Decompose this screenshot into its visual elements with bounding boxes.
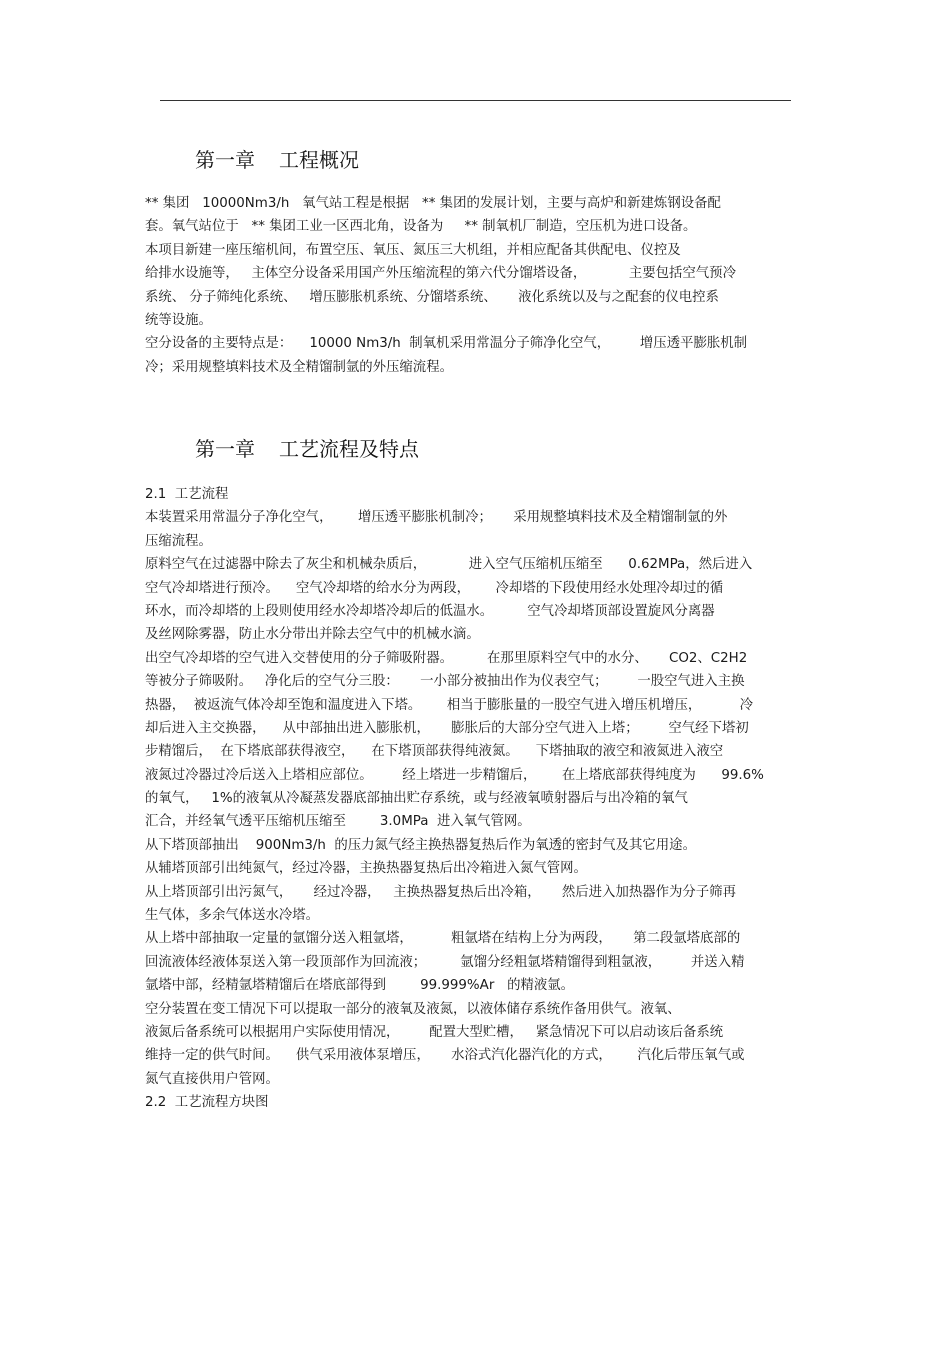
paragraph-line: 给排水设施等， 主体空分设备采用国产外压缩流程的第六代分馏塔设备， 主要包括空气预冷 (145, 266, 736, 282)
chapter-1-heading (195, 144, 359, 173)
chapter-2-number: 第一章 (195, 437, 255, 461)
paragraph-line: 本项目新建一座压缩机间，布置空压、氧压、氮压三大机组，并相应配备其供配电、仪控及 (145, 242, 681, 258)
paragraph-line: 的氧气， 1%的液氧从冷凝蒸发器底部抽出贮存系统，或与经液氧喷射器后与出冷箱的氧气 (145, 791, 688, 807)
paragraph-line: 空分设备的主要特点是： 10000 Nm3/h 制氧机采用常温分子筛净化空气， 增压透平膨胀机制 (145, 336, 748, 352)
paragraph-line: 氮气直接供用户管网。 (145, 1071, 279, 1087)
paragraph-line: 本装置采用常温分子净化空气， 增压透平膨胀机制冷； 采用规整填料技术及全精馏制氩的外 (145, 510, 728, 526)
section-heading: 2.1 工艺流程 (145, 487, 229, 502)
paragraph-line: 出空气冷却塔的空气进入交替使用的分子筛吸附器。 在那里原料空气中的水分、 CO2、C2H2 (145, 650, 748, 666)
paragraph-line: 冷；采用规整填料技术及全精馏制氩的外压缩流程。 (145, 359, 453, 375)
paragraph-line: 氩塔中部，经精氩塔精馏后在塔底部得到 99.999%Ar 的精液氩。 (145, 978, 575, 994)
paragraph-line: 生气体，多余气体送水冷塔。 (145, 908, 320, 924)
paragraph-line: 维持一定的供气时间。 供气采用液体泵增压， 水浴式汽化器汽化的方式， 汽化后带压氧气或 (145, 1048, 745, 1064)
chapter-1-number: 第一章 (195, 148, 255, 172)
paragraph-line: 回流液体经液体泵送入第一段顶部作为回流液； 氩馏分经粗氩塔精馏得到粗氩液， 并送入精 (145, 954, 745, 970)
paragraph-line: 液氮过冷器过冷后送入上塔相应部位。 经上塔进一步精馏后， 在上塔底部获得纯度为 99.6% (145, 767, 764, 783)
paragraph-line: 从下塔顶部抽出 900Nm3/h 的压力氮气经主换热器复热后作为氧透的密封气及其它用途。 (145, 837, 696, 853)
chapter-1-body (145, 192, 810, 379)
paragraph-line: 汇合，并经氧气透平压缩机压缩至 3.0MPa 进入氧气管网。 (145, 814, 531, 830)
paragraph-line: 空气冷却塔进行预冷。 空气冷却塔的给水分为两段， 冷却塔的下段使用经水处理冷却过的循 (145, 580, 724, 596)
chapter-1-title: 工程概况 (279, 148, 359, 172)
paragraph-line: 空分装置在变工情况下可以提取一部分的液氧及液氮，以液体储存系统作备用供气。液氧、 (145, 1001, 681, 1017)
paragraph-line: 及丝网除雾器，防止水分带出并除去空气中的机械水滴。 (145, 627, 480, 643)
paragraph-line: 套。氧气站位于 ** 集团工业一区西北角，设备为 ** 制氧机厂制造，空压机为进口设备。 (145, 219, 697, 235)
paragraph-line: 步精馏后， 在下塔底部获得液空， 在下塔顶部获得纯液氮。 下塔抽取的液空和液氮进入液空 (145, 744, 724, 760)
paragraph-line: 原料空气在过滤器中除去了灰尘和机械杂质后， 进入空气压缩机压缩至 0.62MPa，然后进入 (145, 557, 753, 573)
chapter-2-heading (195, 433, 419, 462)
paragraph-line: ** 集团 10000Nm3/h 氧气站工程是根据 ** 集团的发展计划，主要与高炉和新建炼钢设备配 (145, 196, 721, 211)
paragraph-line: 系统、 分子筛纯化系统、 增压膨胀机系统、分馏塔系统、 液化系统以及与之配套的仪电控系 (145, 289, 719, 305)
header-rule (160, 100, 791, 101)
paragraph-line: 从上塔顶部引出污氮气， 经过冷器， 主换热器复热后出冷箱， 然后进入加热器作为分子筛再 (145, 884, 736, 900)
paragraph-line: 统等设施。 (145, 312, 212, 328)
paragraph-line: 从辅塔顶部引出纯氮气，经过冷器，主换热器复热后出冷箱进入氮气管网。 (145, 861, 587, 877)
paragraph-line: 从上塔中部抽取一定量的氩馏分送入粗氩塔， 粗氩塔在结构上分为两段， 第二段氩塔底部的 (145, 931, 741, 947)
chapter-2-title: 工艺流程及特点 (279, 437, 419, 461)
paragraph-line: 压缩流程。 (145, 533, 212, 549)
chapter-2-body (145, 483, 810, 1115)
paragraph-line: 却后进入主交换器， 从中部抽出进入膨胀机， 膨胀后的大部分空气进入上塔； 空气经下塔初 (145, 720, 749, 736)
paragraph-line: 环水，而冷却塔的上段则使用经水冷却塔冷却后的低温水。 空气冷却塔顶部设置旋风分离器 (145, 603, 715, 619)
paragraph-line: 热器， 被返流气体冷却至饱和温度进入下塔。 相当于膨胀量的一股空气进入增压机增压， 冷 (145, 697, 753, 713)
paragraph-line: 液氮后备系统可以根据用户实际使用情况， 配置大型贮槽， 紧急情况下可以启动该后备系统 (145, 1024, 724, 1040)
paragraph-line: 等被分子筛吸附。 净化后的空气分三股： 一小部分被抽出作为仪表空气； 一股空气进入主换 (145, 674, 745, 690)
section-heading: 2.2 工艺流程方块图 (145, 1095, 269, 1111)
